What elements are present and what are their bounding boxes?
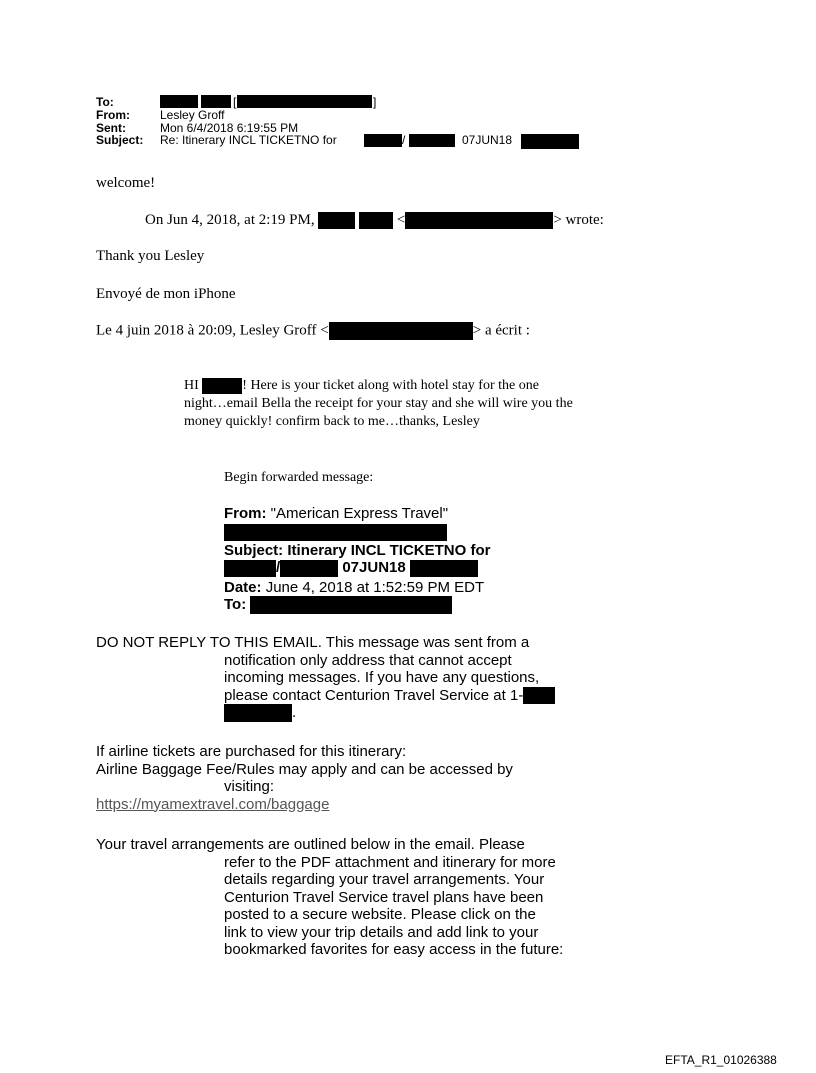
from-value: Lesley Groff (160, 108, 225, 122)
fwd-date-value: June 4, 2018 at 1:52:59 PM EDT (265, 579, 485, 596)
redaction (237, 95, 372, 108)
fwd-subject-slash: / (276, 559, 281, 576)
sent-label: Sent: (96, 121, 126, 135)
to-bracket-close: ] (373, 95, 377, 109)
message-line-2: night…email Bella the receipt for your stay and she will wire you the (184, 396, 573, 411)
fwd-subject-label: Subject: (224, 542, 284, 559)
message-block (184, 377, 573, 431)
arrangements-line-2: refer to the PDF attachment and itinerary for more (224, 853, 556, 871)
doc-id: EFTA_R1_01026388 (665, 1053, 777, 1067)
fwd-subject-date: 07JUN18 (342, 559, 406, 576)
notice-line-4 (96, 687, 555, 705)
notice-line-3: incoming messages. If you have any questions, (224, 669, 540, 686)
redaction (202, 378, 242, 394)
fwd-date-label: Date: (224, 579, 262, 596)
arrangements-line-4: Centurion Travel Service travel plans have been (224, 888, 544, 906)
redaction (405, 212, 553, 229)
fwd-from-value: "American Express Travel" (270, 505, 449, 522)
fwd-from-row (224, 505, 448, 522)
redaction (224, 560, 276, 577)
redaction (318, 212, 355, 229)
redaction (224, 704, 292, 722)
from-label: From: (96, 108, 130, 122)
message-line-1 (184, 377, 573, 395)
notice-line-5 (96, 704, 555, 722)
baggage-link-row (96, 796, 513, 814)
subject-value: Re: Itinerary INCL TICKETNO for (160, 133, 337, 147)
email-header (96, 97, 616, 157)
baggage-link[interactable]: https://myamextravel.com/baggage (96, 795, 330, 813)
notice-block (96, 634, 555, 722)
to-label: To: (96, 95, 114, 109)
le-4-juin-ecrit: > a écrit : (472, 322, 530, 339)
redaction (160, 95, 198, 108)
fwd-from-label: From: (224, 505, 267, 522)
arrangements-line-1: Your travel arrangements are outlined below in the email. Please (96, 836, 525, 853)
redaction (359, 212, 393, 229)
fwd-date-row (224, 579, 484, 596)
message-hi: HI (184, 378, 199, 393)
notice-line-2: notification only address that cannot accept (224, 651, 512, 669)
subject-label: Subject: (96, 133, 144, 147)
fwd-subject-value: Itinerary INCL TICKETNO for (287, 542, 491, 559)
thanks-text: Thank you Lesley (96, 248, 205, 264)
quote-intro-wrote: > wrote: (553, 212, 604, 228)
redaction (201, 95, 231, 108)
baggage-block (96, 743, 513, 813)
arrangements-line-7: bookmarked favorites for easy access in the future: (224, 941, 564, 958)
message-line-1-text: ! Here is your ticket along with hotel stay for the one (242, 378, 539, 393)
quote-intro (145, 212, 604, 229)
baggage-line-3: visiting: (224, 778, 275, 795)
arrangements-line-6: link to view your trip details and add link to your (224, 923, 539, 941)
baggage-line-1: If airline tickets are purchased for this itinerary: (96, 743, 407, 760)
header-subject-row (96, 135, 616, 151)
notice-line-1: DO NOT REPLY TO THIS EMAIL. This message was sent from a (96, 634, 530, 651)
redaction (329, 322, 473, 340)
le-4-juin-line (96, 322, 530, 340)
fwd-subject-row-2 (224, 559, 478, 577)
sent-value: Mon 6/4/2018 6:19:55 PM (160, 121, 299, 135)
sent-from-text: Envoyé de mon iPhone (96, 286, 236, 302)
redaction (409, 134, 455, 147)
subject-date: 07JUN18 (462, 133, 513, 147)
redaction (250, 596, 452, 614)
le-4-juin-text: Le 4 juin 2018 à 20:09, Lesley Groff < (96, 322, 329, 339)
quote-intro-lt: < (396, 212, 406, 228)
redaction (224, 524, 447, 541)
baggage-line-2: Airline Baggage Fee/Rules may apply and can be accessed by (96, 760, 513, 778)
begin-forwarded-text: Begin forwarded message: (224, 470, 374, 485)
arrangements-block (96, 836, 563, 959)
subject-slash: / (402, 133, 406, 147)
arrangements-line-5: posted to a secure website. Please click on the (224, 906, 536, 923)
redaction (410, 560, 478, 577)
welcome-text: welcome! (96, 175, 156, 191)
forwarded-header (224, 505, 564, 617)
fwd-to-label: To: (224, 596, 247, 613)
message-line-3: money quickly! confirm back to me…thanks, Lesley (184, 414, 480, 429)
redaction (523, 687, 555, 704)
arrangements-line-3: details regarding your travel arrangements. Your (224, 871, 545, 888)
quote-intro-text: On Jun 4, 2018, at 2:19 PM, (145, 212, 315, 228)
fwd-subject-row (224, 542, 490, 559)
redaction (521, 134, 579, 149)
notice-line-4-text: please contact Centurion Travel Service at 1- (224, 686, 524, 704)
to-bracket-open: [ (233, 95, 237, 109)
fwd-to-row (224, 596, 452, 614)
notice-line-5-dot: . (292, 704, 297, 722)
redaction (280, 560, 338, 577)
redaction (364, 134, 402, 147)
